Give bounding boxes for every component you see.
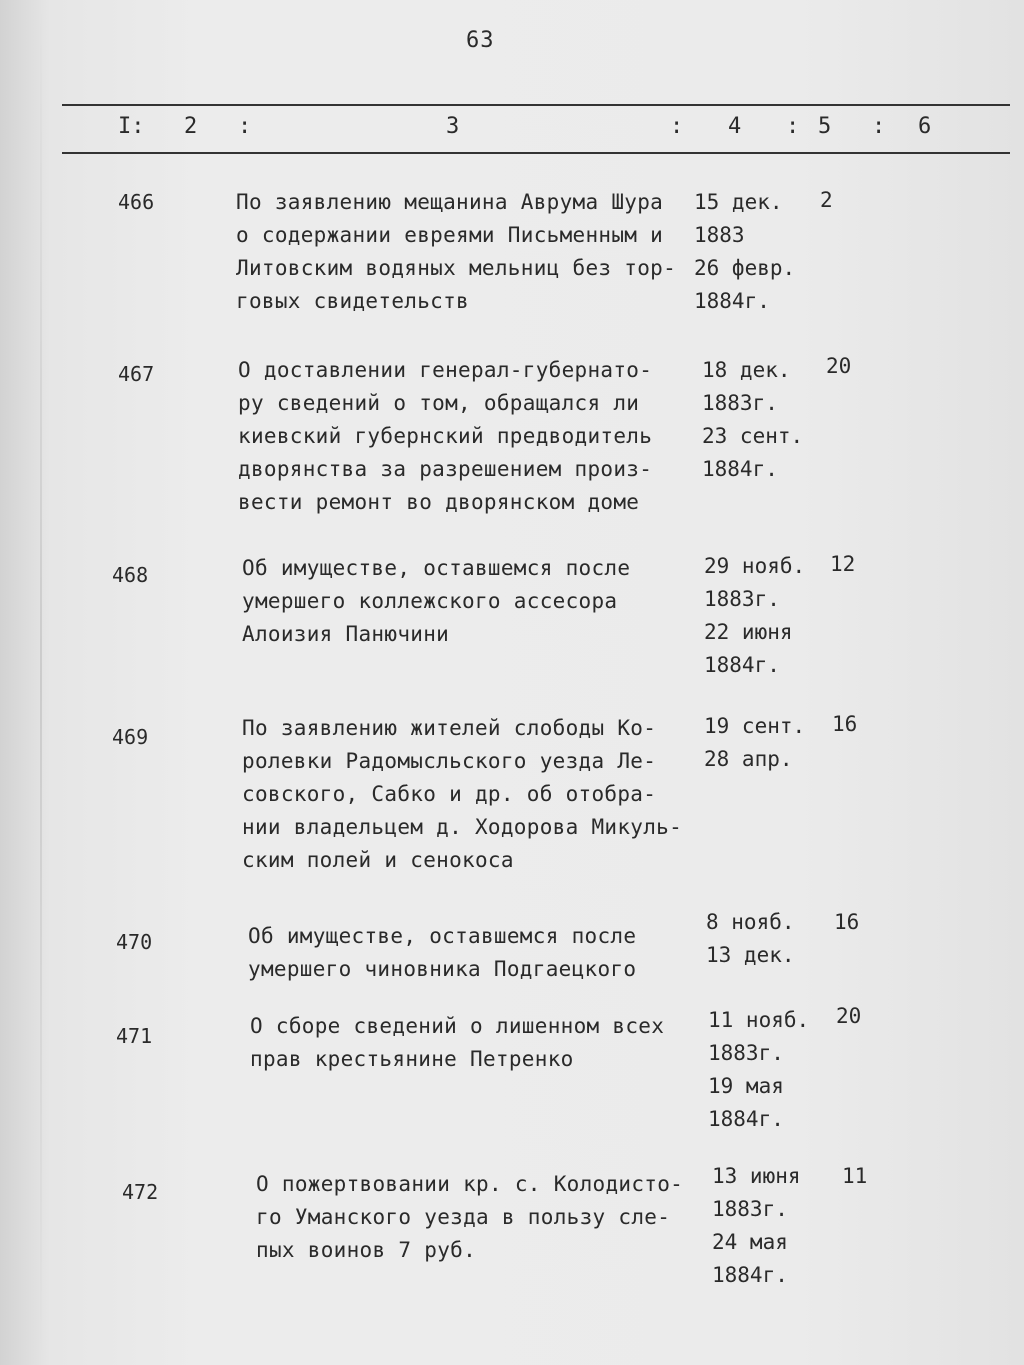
entry-number: 466 <box>118 190 155 214</box>
entry-dates: 11 нояб. 1883г. 19 мая 1884г. <box>708 1008 810 1131</box>
entry-number: 469 <box>112 725 149 749</box>
entry-description: По заявлению жителей слободы Ко- ролевки Радомысльского уезда Ле- совского, Сабко и др. об отобра- нии владельцем д. Ходорова Микуль- ским полей и сенокоса <box>242 716 683 872</box>
header-sep4: : <box>872 114 886 139</box>
entry-number: 468 <box>112 563 149 587</box>
header-col5: 5 <box>818 114 832 139</box>
entry-number: 470 <box>116 930 153 954</box>
header-sep2: : <box>670 114 684 139</box>
entry-dates: 15 дек. 1883 26 февр. 1884г. <box>694 190 796 313</box>
page-number: 63 <box>466 28 495 53</box>
header-sep1: : <box>238 114 252 139</box>
entry-description: Об имуществе, оставшемся после умершего коллежского ассесора Алоизия Панючини <box>242 556 631 646</box>
header-col3: 3 <box>446 114 460 139</box>
header-col4: 4 <box>728 114 742 139</box>
entry-dates: 13 июня 1883г. 24 мая 1884г. <box>712 1164 801 1287</box>
header-col2: 2 <box>184 114 198 139</box>
header-bottom-rule <box>62 152 1010 154</box>
entry-sheet-count: 12 <box>830 552 856 576</box>
entry-sheet-count: 16 <box>834 910 860 934</box>
entry-description: О пожертвовании кр. с. Колодисто- го Уманского уезда в пользу сле- пых воинов 7 руб. <box>256 1172 684 1262</box>
entry-sheet-count: 20 <box>836 1004 862 1028</box>
header-sep3: : <box>786 114 800 139</box>
binding-edge <box>40 0 42 1365</box>
entry-description: О сборе сведений о лишенном всех прав крестьянине Петренко <box>250 1014 665 1071</box>
entry-description: Об имуществе, оставшемся после умершего чиновника Подгаецкого <box>248 924 637 981</box>
entry-dates: 29 нояб. 1883г. 22 июня 1884г. <box>704 554 806 677</box>
entry-number: 472 <box>122 1180 159 1204</box>
entry-sheet-count: 2 <box>820 188 833 212</box>
entry-description: По заявлению мещанина Аврума Шура о содержании евреями Письменным и Литовским водяных мельниц без тор- говых свидетельств <box>236 190 677 313</box>
entry-dates: 8 нояб. 13 дек. <box>706 910 795 967</box>
entry-dates: 19 сент. 28 апр. <box>704 714 806 771</box>
header-col6: 6 <box>918 114 932 139</box>
entry-number: 471 <box>116 1024 153 1048</box>
entry-dates: 18 дек. 1883г. 23 сент. 1884г. <box>702 358 804 481</box>
entry-number: 467 <box>118 362 155 386</box>
header-col1: I: <box>118 114 145 139</box>
entry-sheet-count: 11 <box>842 1164 868 1188</box>
entry-sheet-count: 20 <box>826 354 852 378</box>
entry-sheet-count: 16 <box>832 712 858 736</box>
entry-description: О доставлении генерал-губернато- ру сведений о том, обращался ли киевский губернский предводитель дворянства за разрешением произ- вести ремонт во дворянском доме <box>238 358 653 514</box>
header-top-rule <box>62 104 1010 106</box>
